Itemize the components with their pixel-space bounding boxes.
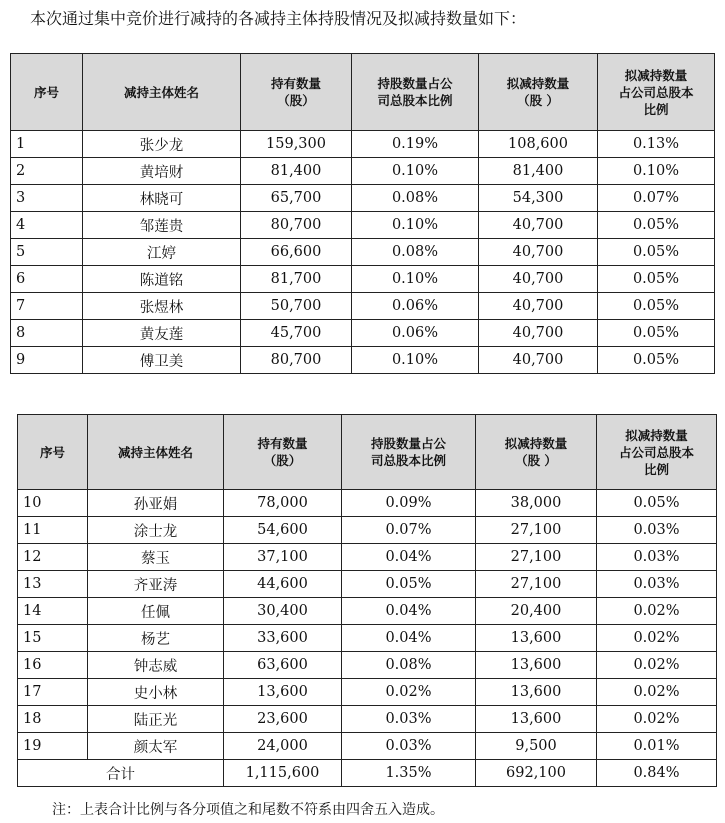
cell-plan-ratio: 0.10% — [598, 158, 715, 185]
table-row — [18, 598, 717, 625]
table-header-row — [11, 54, 715, 131]
cell-plan-ratio: 0.05% — [598, 293, 715, 320]
cell-plan: 13,600 — [476, 652, 597, 679]
cell-plan-ratio: 0.05% — [598, 347, 715, 374]
cell-plan-ratio: 0.05% — [598, 212, 715, 239]
header-plan-ratio: 拟减持数量 占公司总股本 比例 — [598, 54, 715, 131]
cell-held: 50,700 — [241, 293, 352, 320]
cell-held: 65,700 — [241, 185, 352, 212]
cell-held: 13,600 — [224, 679, 342, 706]
cell-seq: 14 — [18, 598, 88, 625]
cell-plan: 13,600 — [476, 706, 597, 733]
cell-name: 杨艺 — [88, 625, 224, 652]
table-row — [18, 490, 717, 517]
cell-seq: 5 — [11, 239, 83, 266]
header-plan: 拟减持数量 （股 ） — [479, 54, 598, 131]
cell-name: 江婷 — [83, 239, 241, 266]
cell-seq: 7 — [11, 293, 83, 320]
cell-seq: 3 — [11, 185, 83, 212]
table-row — [11, 293, 715, 320]
cell-held: 78,000 — [224, 490, 342, 517]
cell-ratio: 0.05% — [342, 571, 476, 598]
cell-plan-ratio: 0.13% — [598, 131, 715, 158]
cell-plan-ratio: 0.02% — [597, 625, 717, 652]
cell-seq: 10 — [18, 490, 88, 517]
cell-held: 81,700 — [241, 266, 352, 293]
cell-name: 张少龙 — [83, 131, 241, 158]
cell-held: 80,700 — [241, 347, 352, 374]
cell-ratio: 0.10% — [352, 212, 479, 239]
cell-held: 81,400 — [241, 158, 352, 185]
cell-name: 史小林 — [88, 679, 224, 706]
cell-name: 孙亚娟 — [88, 490, 224, 517]
holdings-table-1 — [10, 53, 715, 374]
total-ratio: 1.35% — [342, 760, 476, 787]
cell-plan: 9,500 — [476, 733, 597, 760]
cell-held: 54,600 — [224, 517, 342, 544]
cell-ratio: 0.04% — [342, 598, 476, 625]
cell-name: 任佩 — [88, 598, 224, 625]
cell-seq: 12 — [18, 544, 88, 571]
cell-plan: 81,400 — [479, 158, 598, 185]
header-plan-ratio: 拟减持数量 占公司总股本 比例 — [597, 415, 717, 490]
cell-seq: 8 — [11, 320, 83, 347]
table-row — [11, 131, 715, 158]
table-row — [11, 266, 715, 293]
cell-plan-ratio: 0.03% — [597, 571, 717, 598]
cell-name: 涂士龙 — [88, 517, 224, 544]
cell-held: 80,700 — [241, 212, 352, 239]
table-row — [18, 571, 717, 598]
table-row — [18, 706, 717, 733]
header-name: 减持主体姓名 — [88, 415, 224, 490]
cell-plan-ratio: 0.07% — [598, 185, 715, 212]
header-ratio: 持股数量占公 司总股本比例 — [342, 415, 476, 490]
table-row — [11, 239, 715, 266]
header-ratio: 持股数量占公 司总股本比例 — [352, 54, 479, 131]
cell-plan-ratio: 0.02% — [597, 598, 717, 625]
cell-plan-ratio: 0.03% — [597, 544, 717, 571]
footnote: 注：上表合计比例与各分项值之和尾数不符系由四舍五入造成。 — [52, 802, 444, 818]
cell-name: 林晓可 — [83, 185, 241, 212]
total-row — [18, 760, 717, 787]
cell-held: 30,400 — [224, 598, 342, 625]
table-header-row — [18, 415, 717, 490]
cell-held: 37,100 — [224, 544, 342, 571]
cell-plan: 40,700 — [479, 293, 598, 320]
cell-name: 张煜林 — [83, 293, 241, 320]
cell-plan-ratio: 0.05% — [598, 239, 715, 266]
cell-seq: 9 — [11, 347, 83, 374]
table-row — [18, 652, 717, 679]
cell-seq: 16 — [18, 652, 88, 679]
cell-ratio: 0.07% — [342, 517, 476, 544]
cell-ratio: 0.09% — [342, 490, 476, 517]
cell-ratio: 0.02% — [342, 679, 476, 706]
cell-plan: 27,100 — [476, 571, 597, 598]
cell-held: 23,600 — [224, 706, 342, 733]
total-label: 合计 — [18, 760, 224, 787]
cell-name: 邹莲贵 — [83, 212, 241, 239]
header-held: 持有数量 （股） — [224, 415, 342, 490]
cell-seq: 2 — [11, 158, 83, 185]
cell-held: 66,600 — [241, 239, 352, 266]
cell-held: 45,700 — [241, 320, 352, 347]
table-row — [11, 158, 715, 185]
table-row — [18, 679, 717, 706]
cell-held: 24,000 — [224, 733, 342, 760]
holdings-table-2 — [17, 414, 717, 787]
cell-ratio: 0.10% — [352, 266, 479, 293]
cell-held: 44,600 — [224, 571, 342, 598]
cell-ratio: 0.08% — [342, 652, 476, 679]
cell-plan: 27,100 — [476, 517, 597, 544]
header-seq: 序号 — [11, 54, 83, 131]
cell-ratio: 0.06% — [352, 320, 479, 347]
total-held: 1,115,600 — [224, 760, 342, 787]
cell-ratio: 0.08% — [352, 185, 479, 212]
intro-text: 本次通过集中竞价进行减持的各减持主体持股情况及拟减持数量如下： — [30, 9, 527, 28]
cell-ratio: 0.03% — [342, 706, 476, 733]
cell-name: 陆正光 — [88, 706, 224, 733]
cell-ratio: 0.10% — [352, 347, 479, 374]
cell-plan: 108,600 — [479, 131, 598, 158]
cell-plan: 20,400 — [476, 598, 597, 625]
cell-ratio: 0.06% — [352, 293, 479, 320]
cell-name: 蔡玉 — [88, 544, 224, 571]
cell-held: 63,600 — [224, 652, 342, 679]
cell-ratio: 0.03% — [342, 733, 476, 760]
cell-name: 陈道铭 — [83, 266, 241, 293]
cell-plan-ratio: 0.03% — [597, 517, 717, 544]
cell-held: 159,300 — [241, 131, 352, 158]
cell-plan: 40,700 — [479, 212, 598, 239]
table-row — [11, 347, 715, 374]
cell-plan-ratio: 0.05% — [598, 266, 715, 293]
cell-plan: 40,700 — [479, 266, 598, 293]
cell-seq: 13 — [18, 571, 88, 598]
cell-plan-ratio: 0.05% — [598, 320, 715, 347]
cell-plan: 40,700 — [479, 320, 598, 347]
total-plan-ratio: 0.84% — [597, 760, 717, 787]
cell-name: 傅卫美 — [83, 347, 241, 374]
cell-ratio: 0.10% — [352, 158, 479, 185]
cell-seq: 1 — [11, 131, 83, 158]
table-row — [11, 185, 715, 212]
cell-held: 33,600 — [224, 625, 342, 652]
header-seq: 序号 — [18, 415, 88, 490]
cell-ratio: 0.04% — [342, 544, 476, 571]
cell-seq: 15 — [18, 625, 88, 652]
cell-seq: 19 — [18, 733, 88, 760]
cell-plan: 54,300 — [479, 185, 598, 212]
header-held: 持有数量 （股） — [241, 54, 352, 131]
cell-seq: 17 — [18, 679, 88, 706]
header-name: 减持主体姓名 — [83, 54, 241, 131]
cell-name: 黄培财 — [83, 158, 241, 185]
cell-ratio: 0.08% — [352, 239, 479, 266]
cell-name: 黄友莲 — [83, 320, 241, 347]
cell-plan: 13,600 — [476, 625, 597, 652]
table-row — [11, 320, 715, 347]
cell-plan: 40,700 — [479, 239, 598, 266]
cell-seq: 6 — [11, 266, 83, 293]
cell-seq: 11 — [18, 517, 88, 544]
table-row — [18, 517, 717, 544]
cell-name: 钟志威 — [88, 652, 224, 679]
header-plan: 拟减持数量 （股 ） — [476, 415, 597, 490]
cell-plan-ratio: 0.01% — [597, 733, 717, 760]
cell-ratio: 0.19% — [352, 131, 479, 158]
cell-plan: 40,700 — [479, 347, 598, 374]
table-row — [11, 212, 715, 239]
cell-ratio: 0.04% — [342, 625, 476, 652]
cell-plan-ratio: 0.05% — [597, 490, 717, 517]
cell-name: 齐亚涛 — [88, 571, 224, 598]
total-plan: 692,100 — [476, 760, 597, 787]
cell-plan: 38,000 — [476, 490, 597, 517]
cell-name: 颜太军 — [88, 733, 224, 760]
table-row — [18, 733, 717, 760]
cell-plan-ratio: 0.02% — [597, 706, 717, 733]
table-row — [18, 544, 717, 571]
cell-plan-ratio: 0.02% — [597, 679, 717, 706]
table-row — [18, 625, 717, 652]
cell-plan: 13,600 — [476, 679, 597, 706]
cell-plan-ratio: 0.02% — [597, 652, 717, 679]
cell-plan: 27,100 — [476, 544, 597, 571]
cell-seq: 4 — [11, 212, 83, 239]
cell-seq: 18 — [18, 706, 88, 733]
